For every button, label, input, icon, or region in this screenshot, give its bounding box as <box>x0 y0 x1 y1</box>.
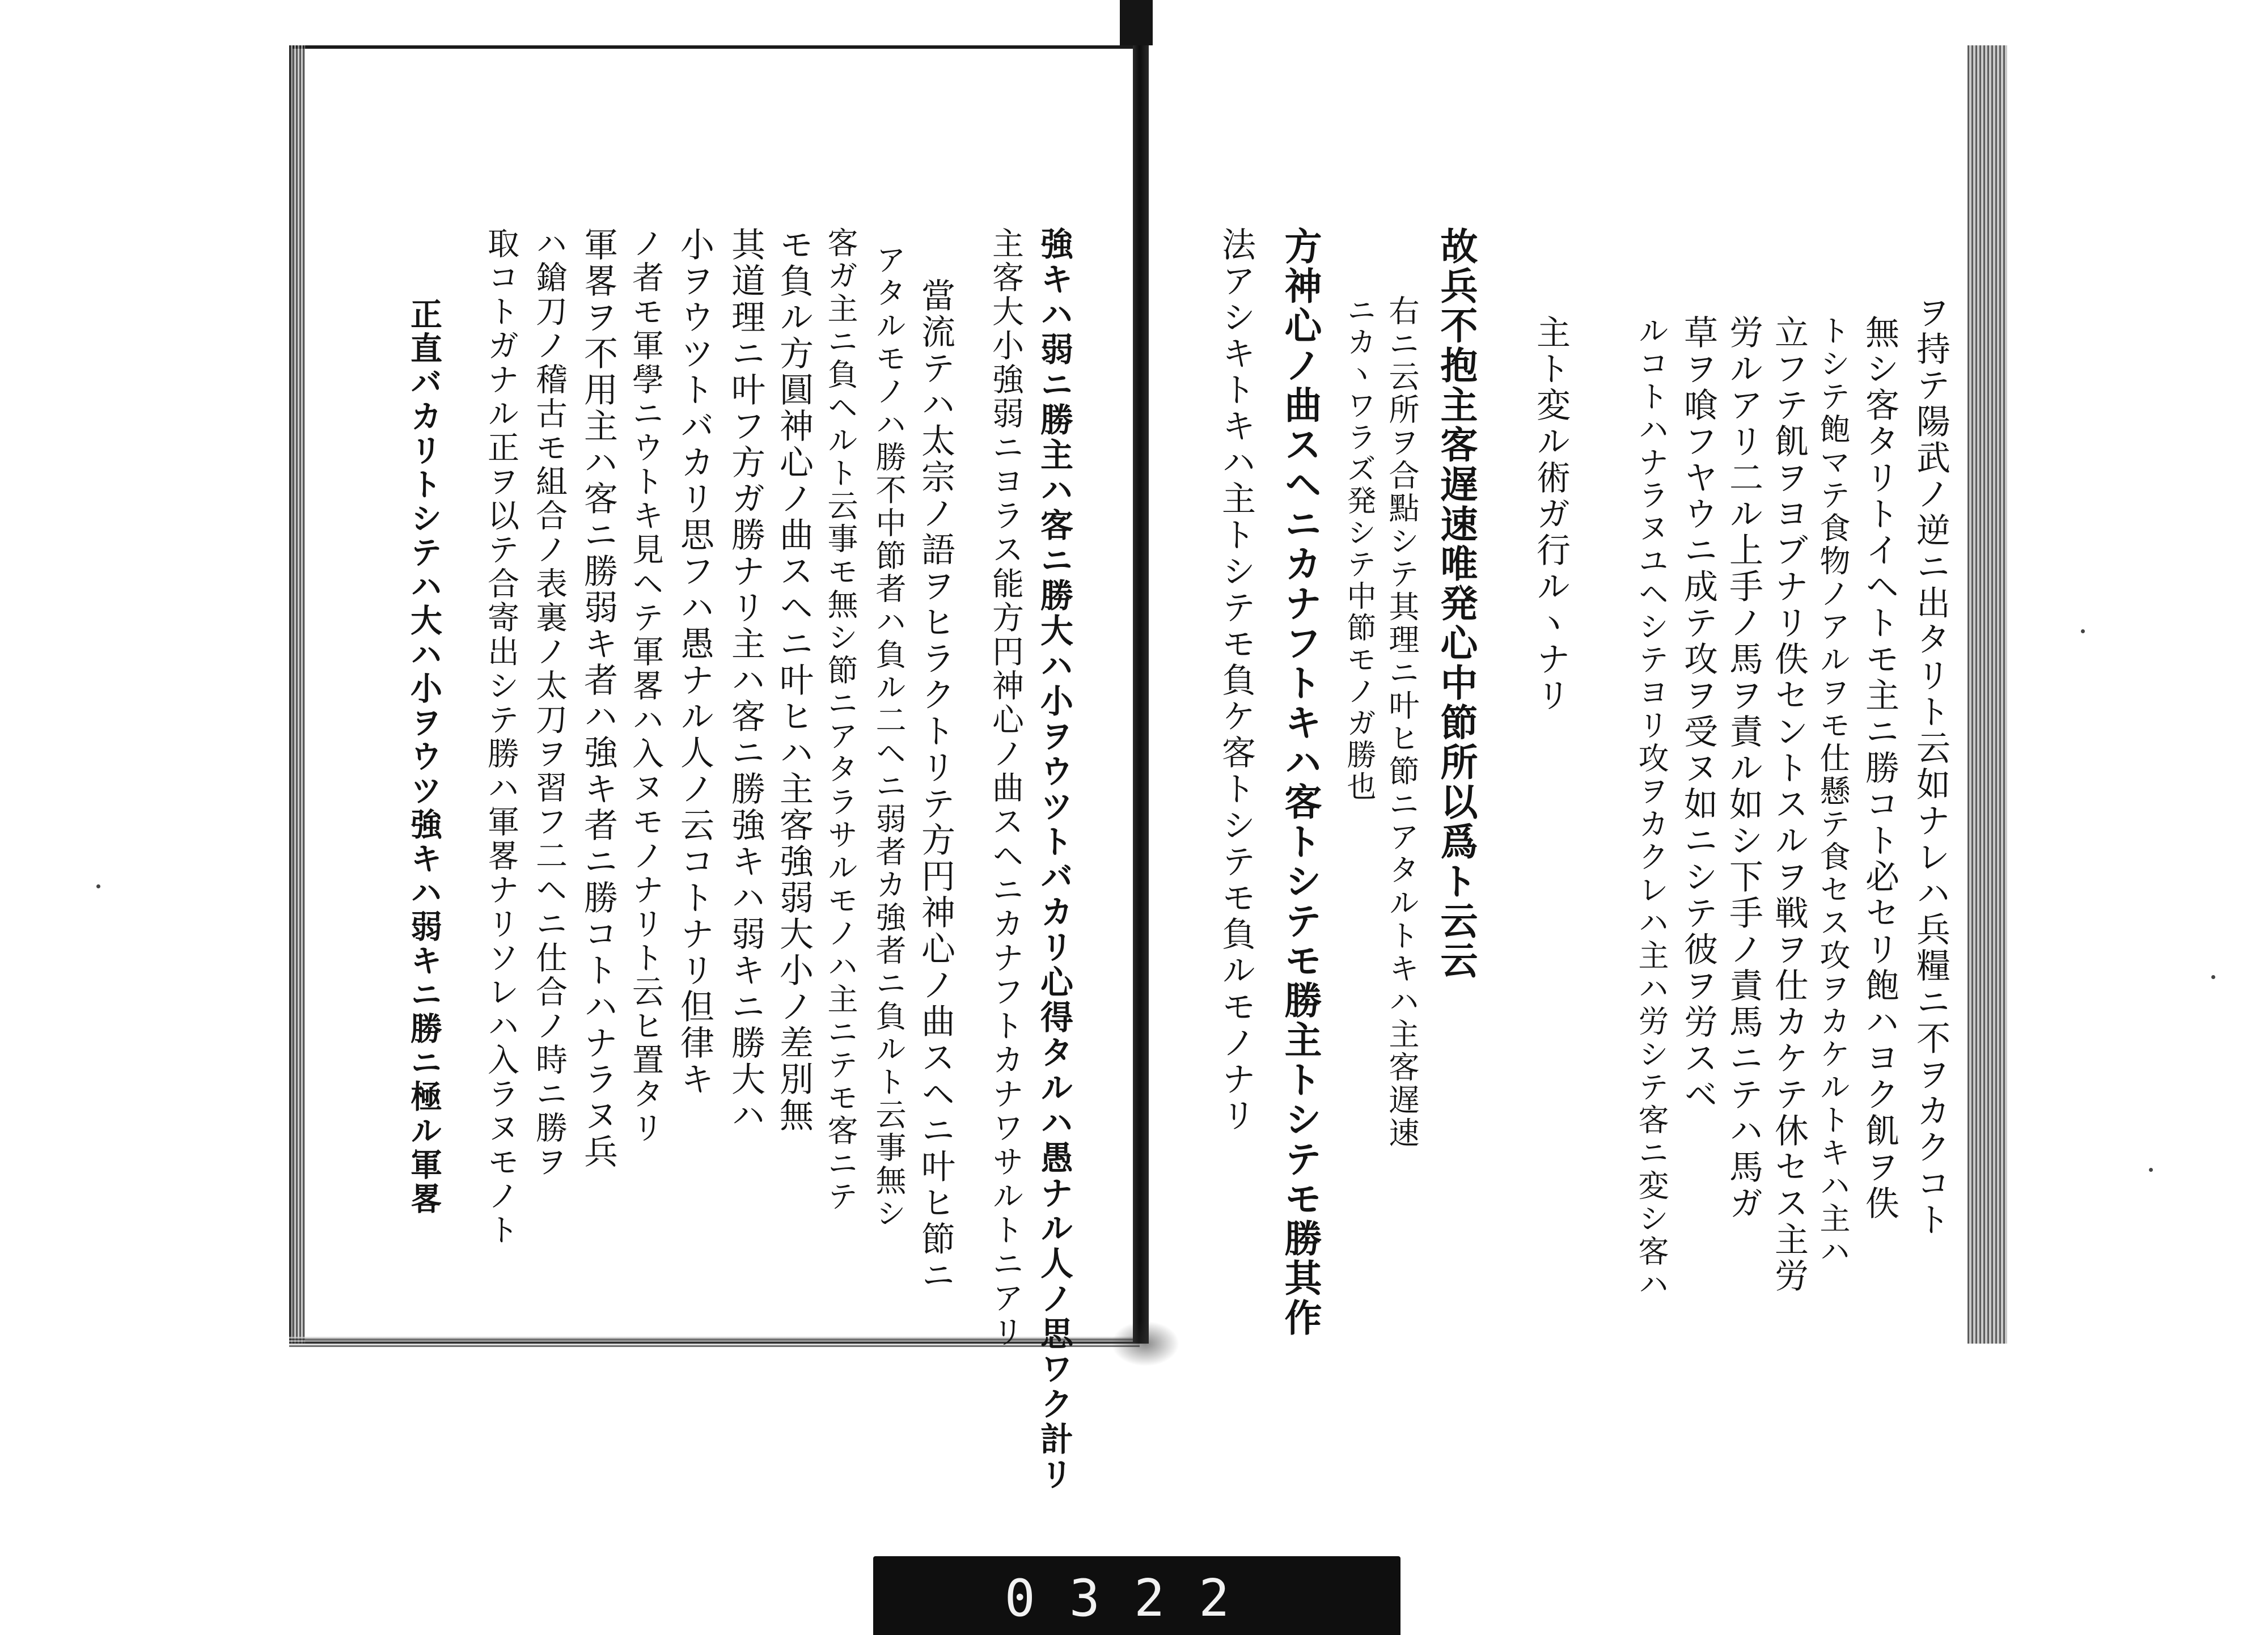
right-page-column: 草ヲ喰フヤウニ成テ攻ヲ受ヌ如ニシテ彼ヲ労スベ <box>1678 315 1718 1113</box>
scan-speck <box>2081 629 2085 633</box>
right-page-column: 法アシキトキハ主トシテモ負ケ客トシテモ負ルモノナリ <box>1216 227 1256 1134</box>
right-page-column: 無シ客タリトイヘトモ主ニ勝コト必セリ飽ハヨク飢ヲ佚 <box>1860 315 1899 1222</box>
right-page-heading: 方神心ノ曲スヘニカナフトキハ客トシテモ勝主トシテモ勝其作 <box>1278 227 1322 1338</box>
left-page-column: ノ者モ軍學ニウトキ見ヘテ軍畧ハ入ヌモノナリト云ヒ置タリ <box>627 227 664 1145</box>
left-page-column: 小ヲウツトバカリ思フハ愚ナル人ノ云コトナリ但律キ <box>675 227 714 1098</box>
right-page-column: ヲ持テ陽武ノ逆ニ出タリト云如ナレハ兵糧ニ不ヲカクコト <box>1911 295 1950 1238</box>
left-page-column: 主客大小強弱ニヨラス能方円神心ノ曲スヘニカナフトカナワサルトニアリ <box>987 227 1024 1349</box>
scan-speck <box>2211 975 2215 979</box>
right-page-column: トシテ飽マテ食物ノアルヲモ仕懸テ食セス攻ヲカケルトキハ主ハ <box>1815 315 1851 1268</box>
left-page-column: 正直バカリトシテハ大ハ小ヲウツ強キハ弱キニ勝ニ極ル軍畧 <box>405 298 443 1216</box>
book-gutter <box>1133 45 1149 1344</box>
left-page-column: アタルモノハ勝不中節者ハ負ル二ヘニ弱者カ強者ニ負ルト云事無シ <box>871 244 907 1230</box>
left-page-column: モ負ル方圓神心ノ曲スヘニ叶ヒハ主客強弱大小ノ差別無 <box>774 227 814 1134</box>
binding-tab <box>1120 0 1153 45</box>
scan-speck <box>96 884 100 888</box>
left-page-column: ハ鎗刀ノ稽古モ組合ノ表裏ノ太刀ヲ習フ二ヘニ仕合ノ時ニ勝ヲ <box>531 227 568 1179</box>
right-page-column: ルコトハナラヌユヘシテヨリ攻ヲカクレハ主ハ労シテ客ニ変シ客ハ <box>1634 315 1669 1301</box>
right-page-column: 労ルアリ二ル上手ノ馬ヲ責ル如シ下手ノ責馬ニテハ馬ガ <box>1724 315 1763 1222</box>
left-page-column: 強キハ弱ニ勝主ハ客ニ勝大ハ小ヲウツトバカリ心得タルハ愚ナル人ノ思ワク計リ <box>1035 227 1073 1492</box>
left-page-column: 當流テハ太宗ノ語ヲヒラクトリテ方円神心ノ曲スヘニ叶ヒ節ニ <box>916 278 955 1294</box>
right-page-column: 立フテ飢ヲヨブナリ佚セントスルヲ戦ヲ仕カケテ休セス主労 <box>1769 315 1809 1294</box>
right-page-column: ニカヽワラズ発シテ中節モノガ勝也 <box>1342 295 1376 803</box>
left-page-column: 取コトガナル正ヲ以テ合寄出シテ勝ハ軍畧ナリソレハ入ラヌモノト <box>483 227 519 1247</box>
right-page-edge <box>1967 45 2007 1344</box>
archive-stamp-number: 0322 <box>1004 1569 1264 1628</box>
left-page-edge <box>289 45 305 1344</box>
right-page-heading: 故兵不抱主客遅速唯発心中節所以爲ト云云 <box>1434 227 1478 981</box>
left-page-column: 其道理ニ叶フ方ガ勝ナリ主ハ客ニ勝強キハ弱キニ勝大ハ <box>726 227 765 1134</box>
gutter-smudge <box>1111 1321 1179 1366</box>
right-page-column: 主ト変ル術ガ行ルヽナリ <box>1531 315 1571 714</box>
left-page-column: 客ガ主ニ負ヘルト云事モ無シ節ニアタラサルモノハ主ニテモ客ニテ <box>823 227 858 1213</box>
left-page-column: 軍畧ヲ不用主ハ客ニ勝弱キ者ハ強キ者ニ勝コトハナラヌ兵 <box>578 227 618 1170</box>
scan-speck <box>2149 1168 2153 1172</box>
right-page-column: 右ニ云所ヲ合點シテ其理ニ叶ヒ節ニアタルトキハ主客遅速 <box>1384 295 1420 1150</box>
